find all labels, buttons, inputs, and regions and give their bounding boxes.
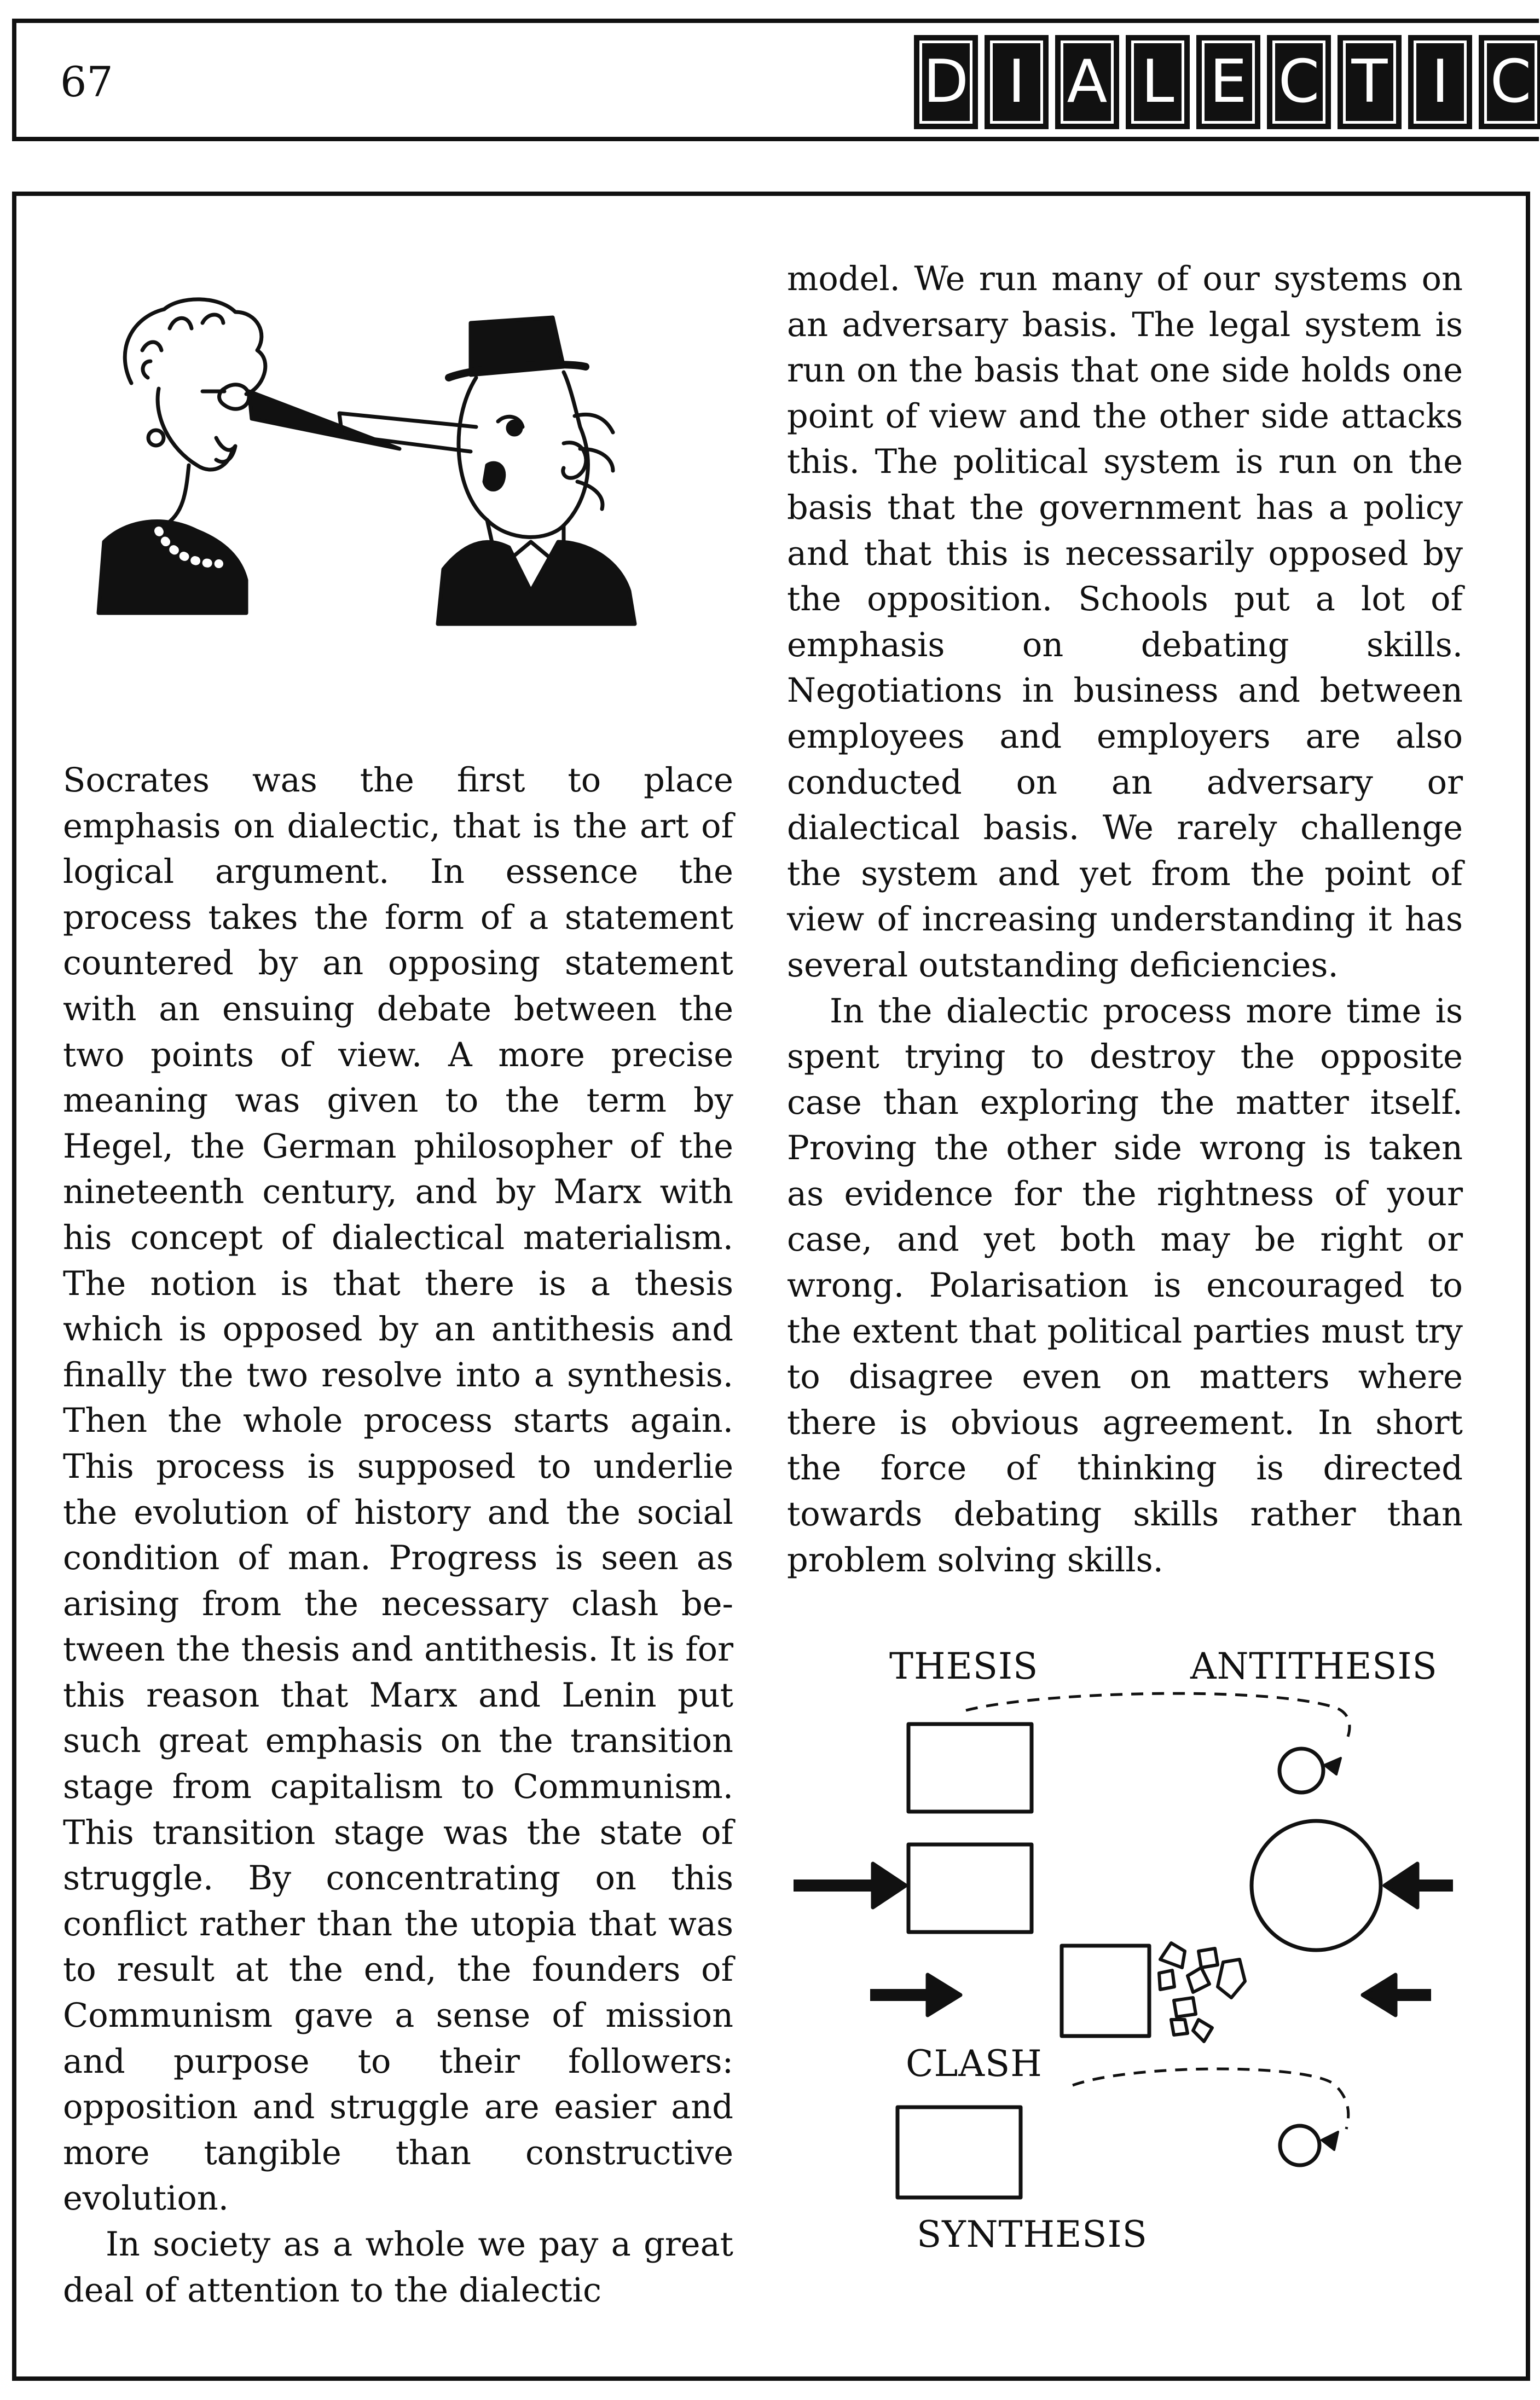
debaters-cartoon-illustration: [93, 285, 733, 712]
antithesis-small-circle: [1280, 1749, 1323, 1792]
thesis-box-lower: [908, 1844, 1032, 1932]
woman-earring: [148, 430, 164, 446]
man-pupil: [508, 421, 521, 435]
synthesis-label: SYNTHESIS: [917, 2213, 1148, 2256]
man-mouth: [484, 463, 504, 489]
body-paragraph: model. We run many of our systems on an adversary basis. The legal system is run on the basis that one side holds one point of view and the other side attacks this. The political system is run on the basis that the government has a policy and that this is necessarily opposed by the opposition. Schools put a lot of emphasis on debating skills. Negotiations in business and between employees and employers are also conducted on an adversary or dialectical basis. We rarely challenge the system and yet from the point of view of increasing understanding it has several outstanding deficiencies.: [787, 260, 1463, 985]
title-letter-tile: [1126, 35, 1190, 129]
man-jacket: [438, 542, 635, 624]
left-text-column: [63, 758, 733, 2314]
small-arrowhead-icon: [1322, 2132, 1338, 2150]
thesis-label: THESIS: [889, 1645, 1039, 1687]
title-letter-tile: [1267, 35, 1331, 129]
title-letter-tile: [985, 35, 1049, 129]
dialectic-diagram: [777, 1636, 1467, 2277]
clash-fragment: [1171, 2020, 1188, 2035]
synthesis-small-circle: [1280, 2126, 1319, 2165]
page-number: 67: [60, 57, 113, 106]
title-letter: E: [1202, 41, 1255, 124]
push-arrow-right-lower-head-icon: [1363, 1975, 1396, 2015]
antithesis-big-circle: [1252, 1821, 1381, 1950]
clash-fragment: [1159, 1970, 1174, 1990]
push-arrow-left-upper-head-icon: [873, 1864, 906, 1907]
title-letter: L: [1131, 41, 1184, 124]
title-letter: C: [1272, 41, 1325, 124]
clash-fragment: [1188, 1968, 1209, 1992]
push-arrow-left-lower-head-icon: [928, 1975, 960, 2015]
title-letter: I: [1414, 41, 1467, 124]
body-paragraph: In the dialectic process more time is spent trying to destroy the opposite case than exploring the matter itself. Proving the other side wrong is taken as evidence for the rightness of your case, and yet both may be right or wrong. Polarisation is encouraged to the extent that political parties must try to disagree even on matters where there is obvious agreement. In short the force of thinking is directed towards debating skills rather than problem solving skills.: [787, 992, 1463, 1580]
title-letter-tile: [914, 35, 978, 129]
dashed-arc-top: [966, 1693, 1350, 1740]
synthesis-box: [898, 2107, 1021, 2197]
push-arrow-right-upper-head-icon: [1385, 1864, 1417, 1907]
title-letter-tile: [1338, 35, 1402, 129]
clash-fragment: [1199, 1948, 1218, 1968]
woman-hair-curls: [142, 315, 223, 378]
title-letter: I: [990, 41, 1043, 124]
body-paragraph: In society as a whole we pay a great deal of attention to the dialectic: [63, 2225, 733, 2310]
dashed-arc-bottom: [1073, 2069, 1348, 2129]
clash-fragment: [1160, 1943, 1185, 1968]
woman-glasses: [202, 385, 249, 409]
title-letter: T: [1343, 41, 1396, 124]
man-head: [459, 372, 588, 537]
antithesis-label: ANTITHESIS: [1190, 1645, 1438, 1687]
woman-shoulders: [99, 522, 246, 613]
small-arrowhead-icon: [1324, 1758, 1341, 1774]
title-letter-tile: [1196, 35, 1260, 129]
clash-box: [1062, 1946, 1149, 2036]
title-letter-tile: [1055, 35, 1119, 129]
thesis-box-upper: [908, 1724, 1032, 1812]
clash-fragment: [1218, 1959, 1245, 1998]
clash-label: CLASH: [906, 2043, 1043, 2085]
right-text-column: [787, 257, 1463, 1583]
title-letter: D: [919, 41, 972, 124]
clash-fragment: [1193, 2020, 1212, 2042]
diagram-drawing: [777, 1636, 1467, 2277]
woman-mouth: [216, 438, 235, 462]
chapter-title: [914, 35, 1540, 129]
title-letter: C: [1484, 41, 1537, 124]
title-letter-tile: [1479, 35, 1540, 129]
clash-fragment: [1174, 1998, 1196, 2017]
body-paragraph: Socrates was the first to place emphasis on dialectic, that is the art of logical argument. In essence the process takes the form of a statement countered by an opposing statement with an ensuing debate between the two points of view. A more precise meaning was given to the term by Hegel, the German philosopher of the nineteenth century, and by Marx with his concept of dialectical materialism. The notion is that there is a thesis which is opposed by an antithesis and finally the two resolve into a synthesis. Then the whole process starts again. This process is supposed to underlie the evolution of history and the social condition of man. Progress is seen as arising from the necessary clash between the thesis and antithesis. It is for this reason that Marx and Lenin put such great emphasis on the transition stage from capitalism to Communism. This transition stage was the state of struggle. By concentrating on this conflict rather than the utopia that was to result at the end, the founders of Communism gave a sense of mission and purpose to their followers: opposition and struggle are easier and more tangible than constructive evolution.: [63, 761, 733, 2218]
title-letter: A: [1061, 41, 1114, 124]
woman-neck: [164, 465, 189, 525]
title-letter-tile: [1408, 35, 1472, 129]
